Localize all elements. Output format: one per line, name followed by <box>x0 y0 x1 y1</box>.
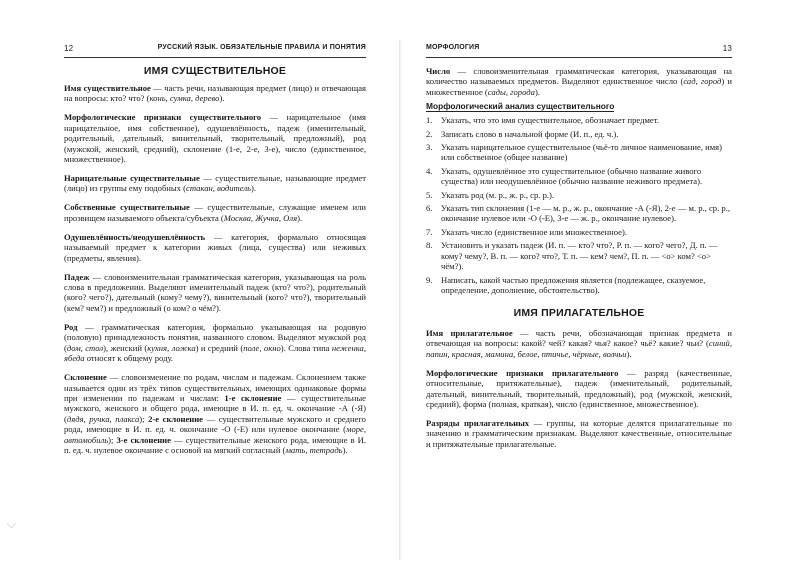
step-text: Указать, что это имя существительное, обозначает предмет. <box>441 115 659 126</box>
list-item <box>426 240 732 271</box>
example: сад, город <box>683 76 722 87</box>
step-number: 5. <box>426 189 433 200</box>
example: дядя, ручка, плакса <box>66 413 140 424</box>
text: ) и множественное ( <box>426 76 733 97</box>
step-text: Указать тип склонения (1-е — м. р., ж. р., окончание -А (-Я), 2-е — м. р., ср. р., окончание нулевое или -О (-Е), 3-е — ж. р., окончание нулевое). <box>441 203 730 224</box>
definition-case <box>64 272 366 314</box>
text: — существительные мужского, женского и общего рода, имеющие в И. п. ед. ч. окончание -А (-Я) ( <box>64 392 366 424</box>
term: Нарицательные существительные <box>64 173 200 184</box>
definition-adjective-features <box>426 368 732 410</box>
step-text: Установить и указать падеж (И. п. — кто? что?, Р. п. — кого? чего?, Д. п. — кому? чему?, В. п. — кого? что?, Т. п. — кем? чем?, П. п. — <о> ком? <о> чём?). <box>441 240 718 272</box>
section-title-noun: ИМЯ СУЩЕСТВИТЕЛЬНОЕ <box>143 65 287 77</box>
example: синий, папин, красная, мамина, белое, птичье, чёрные, волчьи <box>426 338 732 359</box>
text: ). <box>297 212 303 223</box>
term: Падеж <box>64 271 90 282</box>
text: — разряд (качественные, относительные, притяжательные), падеж (именительный, родительный, дательный, винительный, творительный, предложный), род (мужской, женский, средний), форма (полная, краткая), число (единственное, множественное). <box>426 367 732 409</box>
text: ) и средний ( <box>195 342 244 353</box>
term: Собственные существительные <box>64 202 190 213</box>
list-item <box>426 129 732 139</box>
term: Разряды прилагательных <box>426 417 530 428</box>
text: — словоизменительная грамматическая категория, указывающая на количество называемых предметов. Выделяют единственное число ( <box>426 66 732 87</box>
example: мать, тетрадь <box>285 444 343 455</box>
text: ); <box>139 413 149 424</box>
text: — грамматическая категория, формально указывающая на родовую (половую) принадлежность понятия, названного словом. Выделяют мужской род ( <box>64 321 366 353</box>
text: — категория, формально относящая называемый предмет к категории живых (лица, существа) или неживых (предметы, явления). <box>64 231 366 263</box>
text: — часть речи, называющая предмет (лицо) и отвечающая на вопросы: кто? что? ( <box>64 83 366 104</box>
example: сады, города <box>487 86 535 97</box>
definition-common-nouns <box>64 173 366 194</box>
running-head-title: РУССКИЙ ЯЗЫК. ОБЯЗАТЕЛЬНЫЕ ПРАВИЛА И ПОНЯТИЯ <box>157 44 366 51</box>
analysis-steps <box>426 115 732 295</box>
text: ). Слова типа <box>280 342 332 353</box>
page-corner-mark <box>7 519 17 529</box>
definition-proper-nouns <box>64 202 366 223</box>
left-running-head <box>64 43 366 55</box>
page-number-left: 12 <box>64 44 74 53</box>
step-text: Указать род (м. р., ж. р., ср. р.). <box>441 189 555 200</box>
page-number-right: 13 <box>722 44 732 53</box>
definition-noun <box>64 83 366 104</box>
step-text: Указать, одушевлённое это существительное (обычно название живого существа) или неодушевлённое (обычно название неживого предмета). <box>441 165 703 187</box>
step-number: 6. <box>426 203 433 214</box>
term: Морфологические признаки существительного <box>64 112 262 123</box>
definition-number <box>426 66 732 97</box>
step-text: Написать, какой частью предложения является (подлежащее, сказуемое, определение, дополнение, обстоятельство). <box>441 274 706 295</box>
term: Число <box>426 66 451 76</box>
example: неженка, ябеда <box>64 342 366 364</box>
step-number: 1. <box>426 115 433 126</box>
term: 2-е склонение <box>148 413 203 424</box>
list-item <box>426 275 732 296</box>
text: ). <box>219 93 225 104</box>
right-running-head <box>426 43 732 55</box>
list-item <box>426 142 732 163</box>
list-item <box>426 115 732 125</box>
list-item <box>426 203 732 224</box>
definition-morph-features <box>64 112 366 164</box>
step-number: 4. <box>426 165 433 176</box>
example: поле, окно <box>243 342 281 353</box>
running-head-title: МОРФОЛОГИЯ <box>426 44 480 51</box>
text: ). <box>626 348 632 359</box>
definition-declension <box>64 372 366 455</box>
right-page <box>426 43 732 548</box>
text: — словоизменительная грамматическая категория, указывающая на роль слова в предложении. Выделяют именительный падеж (кто? что?), родительный (кого? чего?), дательный (кому? чему?), винительный (кого? что?), творительный (кем? чем?) и предложный (о ком? о чём?). <box>64 271 366 313</box>
step-number: 3. <box>426 142 433 153</box>
text: — словоизменение по родам, числам и падежам. Склонением также называется один из трёх типов существительных, имеющих одинаковые формы при изменении по падежам и числам: <box>64 372 366 403</box>
section-title-adjective: ИМЯ ПРИЛАГАТЕЛЬНОЕ <box>513 307 645 320</box>
list-item <box>426 166 732 187</box>
example: кухня, ложка <box>147 342 196 353</box>
analysis-title <box>426 101 732 111</box>
example: Москва, Жучка, Оля <box>223 212 298 223</box>
page-fold <box>399 40 401 560</box>
text: — группы, на которые делятся прилагательные по значению и грамматическим признакам. Выделяют качественные, относительные и притяжательные прилагательные. <box>426 417 732 449</box>
step-text: Записать слово в начальной форме (И. п., ед. ч.). <box>441 128 619 139</box>
definition-adjective <box>426 328 732 359</box>
term: Род <box>64 321 78 332</box>
term: 1-е склонение <box>224 392 282 403</box>
text: — существительные женского рода, имеющие в И. п. ед. ч. нулевое окончание с основой на мягкий согласный ( <box>64 434 366 455</box>
step-number: 7. <box>426 226 433 237</box>
text: относят к общему роду. <box>84 353 174 364</box>
header-rule <box>64 57 366 58</box>
text: — существительные мужского и среднего рода, имеющие в И. п. ед. ч. окончание -О (-Е) или нулевое окончание ( <box>64 413 366 435</box>
text: — нарицательное (имя нарицательное, имя собственное), одушевлённость, падеж (именительный, родительный, дательный, винительный, творительный, предложный), род (мужской, женский, средний), склонение (1-е, 2-е, 3-е), число (единственное, множественное). <box>64 112 367 165</box>
example: дом, стол <box>66 342 104 353</box>
left-page <box>64 43 366 548</box>
definition-gender <box>64 322 366 364</box>
analysis-title-text: Морфологический анализ существительного <box>426 101 615 112</box>
header-rule <box>426 57 732 58</box>
step-text: Указать число (единственное или множественное). <box>441 226 627 237</box>
step-number: 2. <box>426 128 433 139</box>
term: Одушевлённость/неодушевлённость <box>64 231 206 242</box>
term: Имя существительное <box>64 83 151 93</box>
text: ); <box>108 434 117 445</box>
term: 3-е склонение <box>116 434 171 445</box>
definition-adjective-categories <box>426 418 732 449</box>
term: Морфологические признаки прилагательного <box>426 367 619 378</box>
list-item <box>426 227 732 237</box>
example: море, автомобиль <box>64 424 366 445</box>
text: — существительные, служащие именем или прозвищем называемого объекта/субъекта ( <box>64 202 366 223</box>
example: стакан, водитель <box>186 183 251 194</box>
step-number: 8. <box>426 240 433 251</box>
list-item <box>426 190 732 200</box>
text: — часть речи, обозначающая признак предмета и отвечающая на вопросы: какой? чей? какая? чья? какое? чьё? какие? чьи? ( <box>426 327 732 349</box>
text: ), женский ( <box>103 342 148 353</box>
term: Склонение <box>64 372 107 383</box>
definition-animacy <box>64 232 366 263</box>
step-number: 9. <box>426 274 433 285</box>
example: конь, сумка, дерево <box>149 93 220 104</box>
text: — существительные, называющие предмет (лицо) из группы ему подобных ( <box>64 173 366 194</box>
text: ). <box>534 86 540 97</box>
text: ). <box>342 444 348 455</box>
term: Имя прилагательное <box>426 327 513 338</box>
step-text: Указать нарицательное существительное (чьё-то личное наименование, имя) или собственное (общее название) <box>441 142 722 163</box>
text: ). <box>251 183 257 194</box>
